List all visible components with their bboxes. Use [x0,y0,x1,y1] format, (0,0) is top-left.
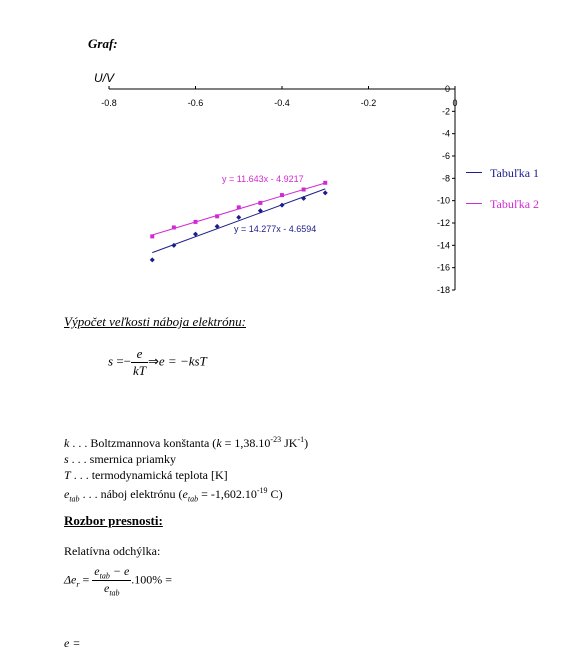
data-point-series-2 [215,214,219,218]
y-tick-label: -18 [436,285,450,295]
y-tick-label: -8 [441,173,450,184]
def-subscript-2: tab [187,494,199,504]
graph-heading: Graf: [88,36,118,51]
y-tick-label: -4 [441,128,450,139]
y-axis-label: U/V [94,71,115,85]
rel-lhs-sub: r [76,580,80,590]
rel-numerator [92,564,131,581]
definition-t [64,467,308,483]
definition-k [64,432,308,451]
e-result-line [64,636,80,651]
data-point-series-2 [258,201,262,205]
y-tick-label: 0 [444,84,450,94]
y-tick-label: -14 [436,240,450,251]
def-end: ) [304,436,309,450]
charge-formula [108,346,207,379]
chart-legend [466,166,566,219]
def-exponent: -19 [256,486,268,495]
x-tick-label: -0.2 [360,98,377,108]
def-text: . . . termodynamická teplota [K] [70,468,228,482]
formula-s: s [108,353,114,369]
x-tick-label: -0.8 [101,98,117,108]
definition-e-tab [64,483,308,507]
accuracy-heading: Rozbor presnosti: [64,513,163,528]
x-tick-label: 0 [452,98,458,108]
def-subscript: tab [69,494,80,504]
def-symbol-2: e [182,487,188,501]
data-point-series-2 [150,234,154,238]
data-point-series-2 [280,193,284,197]
data-point-series-1 [323,190,328,195]
def-value: = -1,602.10 [198,487,257,501]
calc-heading: Výpočet veľkosti náboja elektrónu: [64,314,246,329]
def-symbol: k [64,436,70,450]
formula-denominator: kT [133,363,146,378]
rel-tail: .100% = [131,572,173,587]
trendline-series-1 [152,189,325,253]
legend-item-series-1 [466,166,566,188]
def-symbol: T [64,468,71,482]
formula-rhs: e = −ksT [158,353,207,369]
e-result-text: e = [64,636,81,650]
x-tick-label: -0.6 [187,98,204,108]
formula-minus: − [123,353,131,369]
def-symbol: s [64,452,69,466]
rel-lhs: Δe [64,572,77,587]
data-point-series-2 [172,225,176,229]
rel-num-rest: − e [109,564,130,578]
def-end: ) [278,487,283,501]
y-tick-label: -16 [436,262,450,273]
rel-num-sub: tab [99,571,110,581]
y-tick-label: -10 [436,195,450,206]
data-point-series-1 [280,203,285,208]
def-unit-exponent: -1 [297,435,305,444]
rel-eq: = [82,572,90,587]
data-point-series-1 [236,215,241,220]
rel-denominator [92,581,131,597]
def-text: . . . náboj elektrónu ( [79,487,183,501]
data-point-series-2 [194,220,198,224]
data-point-series-2 [323,181,327,185]
def-symbol-2: k [216,436,222,450]
def-symbol: e [64,487,70,501]
data-point-series-2 [302,188,306,192]
legend-label-series-1: Tabuľka 1 [490,166,540,180]
relative-deviation-label: Relatívna odchýlka: [64,544,161,558]
def-value: = 1,38.10 [221,436,271,450]
rel-num-e: e [94,564,100,578]
formula-numerator: e [131,346,148,363]
chart [0,0,578,310]
rel-fraction [92,564,131,598]
trend-equation-series-1: y = 14.277x - 4.6594 [234,224,317,234]
def-unit: JK [281,436,298,450]
legend-label-series-2: Tabuľka 2 [490,197,540,211]
rel-den-e: e [104,581,110,596]
trend-equation-series-2: y = 11.643x - 4.9217 [222,174,304,184]
def-exponent: -23 [270,435,282,444]
x-tick-label: -0.4 [274,98,290,108]
legend-swatch-series-2 [466,203,482,204]
relative-deviation-formula [64,564,172,598]
def-text: . . . Boltzmannova konštanta ( [69,436,217,450]
rel-den-sub: tab [109,588,120,598]
data-point-series-2 [237,205,241,209]
definition-s [64,451,308,467]
legend-swatch-series-1 [466,172,482,173]
data-point-series-1 [150,257,155,262]
formula-arrow: ⇒ [148,353,159,369]
y-tick-label: -12 [436,218,450,228]
legend-item-series-2 [466,197,566,219]
formula-fraction [131,346,148,379]
y-tick-label: -2 [441,106,450,117]
def-unit: C [267,487,279,501]
definitions-list [64,432,308,507]
y-tick-label: -6 [441,151,450,161]
def-text: . . . smernica priamky [68,452,176,466]
formula-eq: = [116,353,124,369]
